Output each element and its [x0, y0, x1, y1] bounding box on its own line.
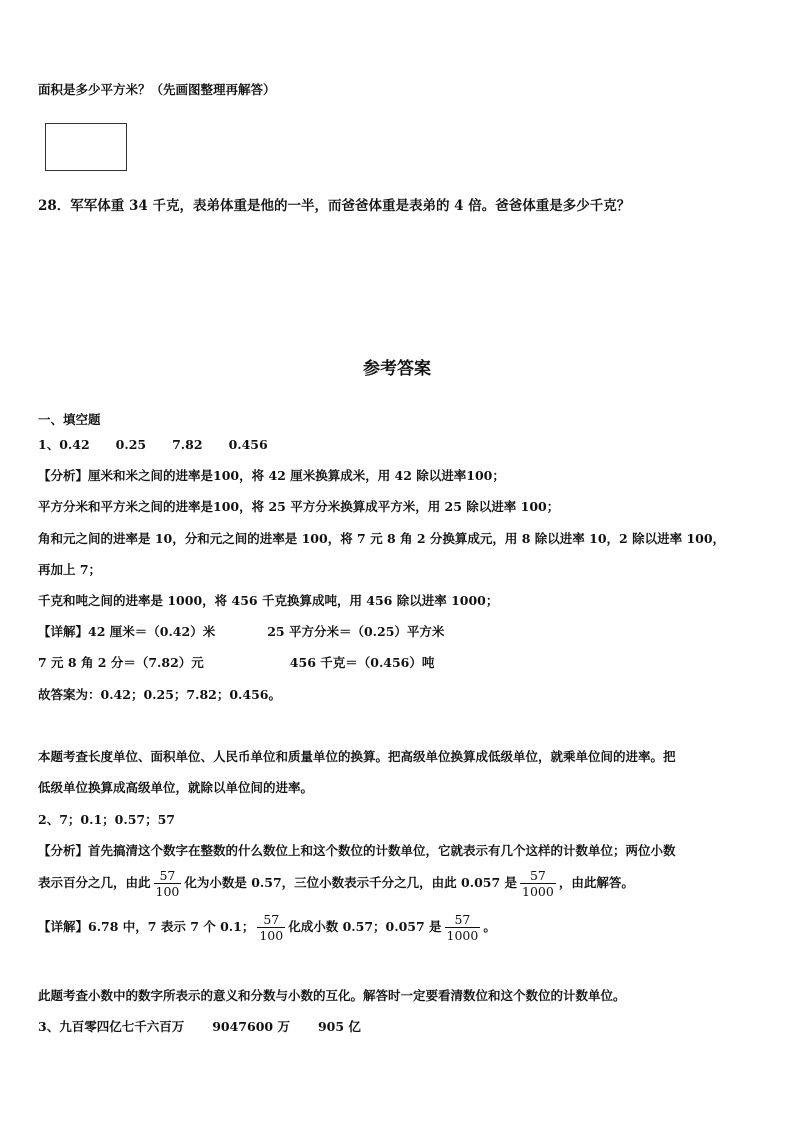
answer-3-value-3: 905 亿	[317, 1019, 361, 1034]
answer-1-value-2: 0.25	[115, 437, 147, 452]
fraction-57-1000-detail: $\frac{57}{1000}$	[446, 912, 479, 943]
answer-1-detail-2b: 456 千克＝（0.456）吨	[289, 655, 435, 670]
answer-3-values	[38, 1019, 361, 1035]
answer-3-value-1: 九百零四亿七千六百万	[59, 1019, 185, 1034]
fraction-57-100: $\frac{57}{100}$	[155, 868, 180, 899]
answer-2-detail: 【详解】6.78 中，7 表示 7 个 0.1； $\frac{57}{100}$ 化成小数 0.57；0.057 是 $\frac{57}{1000}$ 。	[38, 912, 496, 943]
answer-1-analysis-1: 【分析】厘米和米之间的进率是100，将 42 厘米换算成米，用 42 除以进率100；	[38, 468, 505, 483]
answers-title: 参考答案	[363, 359, 431, 379]
answer-1-value-4: 0.456	[228, 437, 268, 452]
fraction-57-1000: $\frac{57}{1000}$	[522, 868, 554, 899]
answer-1-analysis-3b: 再加上 7；	[38, 562, 102, 577]
answer-1-detail-2a: 7 元 8 角 2 分＝（7.82）元	[38, 655, 204, 670]
answer-1-detail-2	[38, 655, 434, 671]
answer-1-label: 1、	[38, 437, 60, 452]
fraction-57-100-detail: $\frac{57}{100}$	[259, 912, 284, 943]
answer-1-summary-1: 本题考查长度单位、面积单位、人民币单位和质量单位的换算。把高级单位换算成低级单位，就乘单位间的进率。把	[38, 749, 676, 764]
answer-2-analysis-2: 表示百分之几，由此 $\frac{57}{100}$ 化为小数是 0.57，三位小数表示千分之几，由此 0.057 是 $\frac{57}{1000}$ ，由此解答。	[38, 868, 634, 899]
answer-2-analysis-1: 【分析】首先搞清这个数字在整数的什么数位上和这个数位的计数单位，它就表示有几个这样的计数单位；两位小数	[38, 843, 676, 858]
answer-2-summary: 此题考查小数中的数字所表示的意义和分数与小数的互化。解答时一定要看清数位和这个数位的计数单位。	[38, 988, 626, 1003]
question-27-tail: 面积是多少平方米？（先画图整理再解答）	[38, 82, 276, 97]
answer-1-detail-1a: 【详解】42 厘米＝（0.42）米	[38, 624, 216, 639]
question-28: 28．军军体重 34 千克，表弟体重是他的一半，而爸爸体重是表弟的 4 倍。爸爸体重是多少千克？	[38, 198, 631, 214]
answer-1-values	[38, 437, 268, 453]
answer-1-value-3: 7.82	[172, 437, 203, 452]
answer-1-summary-2: 低级单位换算成高级单位，就除以单位间的进率。	[38, 780, 314, 795]
answer-1-detail-1	[38, 624, 444, 640]
answer-1-analysis-2: 平方分米和平方米之间的进率是100，将 25 平方分米换算成平方米，用 25 除以进率 100；	[38, 499, 560, 514]
section-heading: 一、填空题	[38, 412, 101, 427]
answer-3-label: 3、	[38, 1019, 60, 1034]
drawing-box	[45, 123, 127, 171]
answer-1-analysis-3a: 角和元之间的进率是 10，分和元之间的进率是 100，将 7 元 8 角 2 分换算成元，用 8 除以进率 10，2 除以进率 100，	[38, 531, 726, 546]
answer-1-final: 故答案为：0.42；0.25；7.82；0.456。	[38, 687, 281, 702]
answer-3-value-2: 9047600 万	[212, 1019, 290, 1034]
answer-1-value-1: 0.42	[59, 437, 90, 452]
answer-2-values: 2、7；0.1；0.57；57	[38, 812, 175, 827]
answer-1-analysis-4: 千克和吨之间的进率是 1000，将 456 千克换算成吨，用 456 除以进率 1000；	[38, 593, 499, 608]
answer-1-detail-1b: 25 平方分米＝（0.25）平方米	[267, 624, 445, 639]
